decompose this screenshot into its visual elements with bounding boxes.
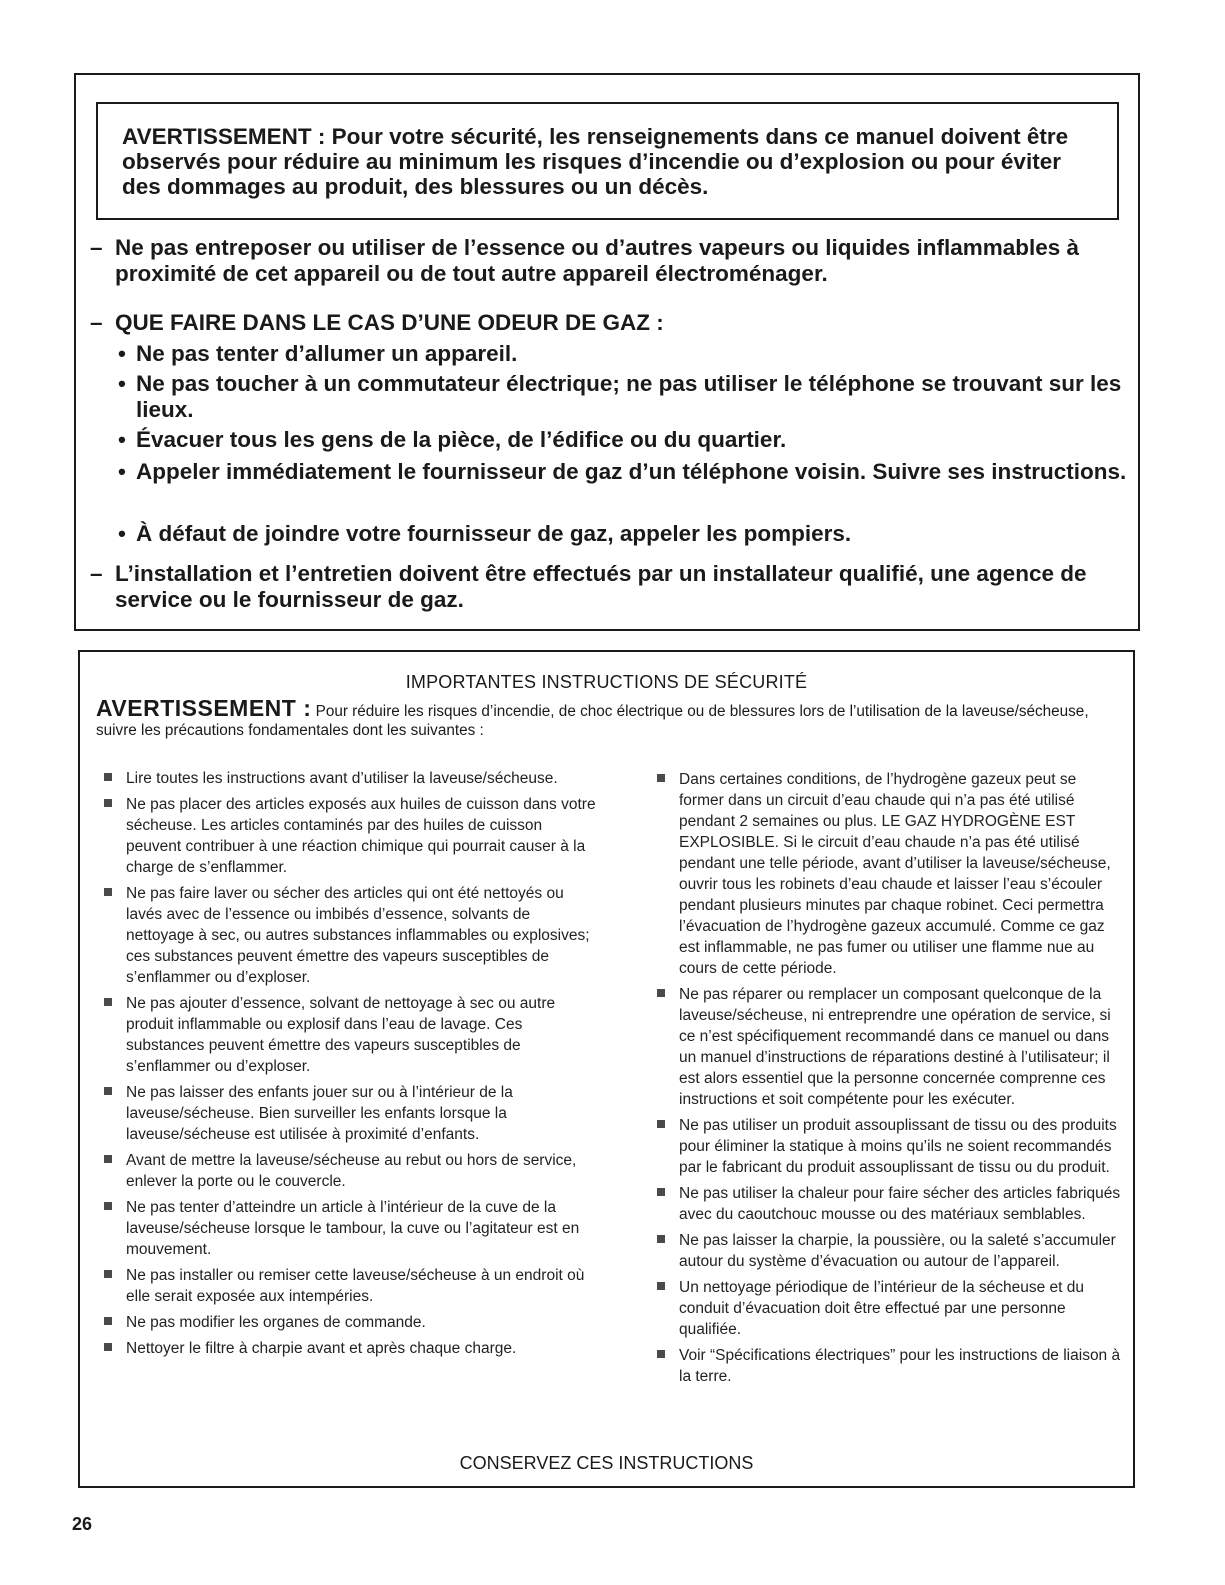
gas-bullet: • Appeler immédiatement le fournisseur de gaz d’un téléphone voisin. Suivre ses instructions.: [118, 459, 1127, 484]
warning-item-storage: – Ne pas entreposer ou utiliser de l’essence ou d’autres vapeurs ou liquides inflammables à proximité de cet appareil ou de tout autre appareil électroménager.: [90, 235, 1080, 286]
gas-bullet: • Ne pas toucher à un commutateur électrique; ne pas utiliser le téléphone se trouvant sur les lieux.: [118, 371, 1122, 422]
square-bullet-icon: [657, 1188, 665, 1196]
list-item: Ne pas réparer ou remplacer un composant quelconque de la laveuse/sécheuse, ni entreprendre une opération de service, si ce n’est spécifiquement recommandé dans ce manuel ou dans un manuel d’instructions de réparations destiné à l’utilisateur; il est alors essentiel que la personne concernée comprenne ces instructions et soit compétente pour les exécuter.: [653, 984, 1123, 1110]
square-bullet-icon: [657, 1282, 665, 1290]
safety-footer: CONSERVEZ CES INSTRUCTIONS: [459, 1453, 754, 1473]
square-bullet-icon: [104, 1087, 112, 1095]
list-item: Ne pas laisser la charpie, la poussière, ou la saleté s’accumuler autour du système d’évacuation ou autour de l’appareil.: [653, 1230, 1123, 1272]
list-item: Voir “Spécifications électriques” pour les instructions de liaison à la terre.: [653, 1345, 1123, 1387]
list-item: Ne pas placer des articles exposés aux huiles de cuisson dans votre sécheuse. Les articles contaminés par des huiles de cuisson peuvent contribuer à une réaction chimique qui pourrait causer à la charge de s’enflammer.: [100, 794, 600, 878]
list-item: Avant de mettre la laveuse/sécheuse au rebut ou hors de service, enlever la porte ou le couvercle.: [100, 1150, 600, 1192]
list-item: Ne pas faire laver ou sécher des articles qui ont été nettoyés ou lavés avec de l’essence ou imbibés d’essence, solvants de nettoyage à sec, ou autres substances inflammables ou explosives; ces substances peuvent émettre des vapeurs susceptibles de s’enflammer ou d’exploser.: [100, 883, 600, 988]
gas-bullet: • Ne pas tenter d’allumer un appareil.: [118, 341, 518, 366]
square-bullet-icon: [657, 989, 665, 997]
warning-item-installation: – L’installation et l’entretien doivent être effectués par un installateur qualifié, une agence de service ou le fournisseur de gaz.: [90, 561, 1087, 612]
square-bullet-icon: [104, 1343, 112, 1351]
square-bullet-icon: [657, 1235, 665, 1243]
list-item: Ne pas modifier les organes de commande.: [100, 1312, 600, 1333]
list-item: Lire toutes les instructions avant d’utiliser la laveuse/sécheuse.: [100, 768, 600, 789]
list-item: Ne pas utiliser un produit assouplissant de tissu ou des produits pour éliminer la statique à moins qu’ils ne soient recommandés par le fabricant du produit assouplissant de tissu ou du produit.: [653, 1115, 1123, 1178]
list-item: Un nettoyage périodique de l’intérieur de la sécheuse et du conduit d’évacuation doit être effectué par une personne qualifiée.: [653, 1277, 1123, 1340]
safety-instructions-box: [78, 650, 1135, 1488]
square-bullet-icon: [657, 1350, 665, 1358]
square-bullet-icon: [104, 1202, 112, 1210]
list-item: Ne pas utiliser la chaleur pour faire sécher des articles fabriqués avec du caoutchouc mousse ou des matériaux semblables.: [653, 1183, 1123, 1225]
gas-bullet: • À défaut de joindre votre fournisseur de gaz, appeler les pompiers.: [118, 521, 852, 546]
page-number: 26: [72, 1514, 93, 1534]
warning-item-gas-odor-heading: – QUE FAIRE DANS LE CAS D’UNE ODEUR DE GAZ :: [90, 310, 664, 335]
square-bullet-icon: [104, 888, 112, 896]
gas-warning-box: [74, 73, 1140, 631]
square-bullet-icon: [104, 1270, 112, 1278]
square-bullet-icon: [657, 1120, 665, 1128]
square-bullet-icon: [104, 1317, 112, 1325]
list-item: Nettoyer le filtre à charpie avant et après chaque charge.: [100, 1338, 600, 1359]
safety-list-right: [653, 769, 1123, 1392]
square-bullet-icon: [104, 1155, 112, 1163]
square-bullet-icon: [104, 998, 112, 1006]
safety-intro: [96, 695, 1121, 740]
safety-title: IMPORTANTES INSTRUCTIONS DE SÉCURITÉ: [405, 672, 808, 692]
list-item: Dans certaines conditions, de l’hydrogène gazeux peut se former dans un circuit d’eau chaude qui n’a pas été utilisé pendant 2 semaines ou plus. LE GAZ HYDROGÈNE EST EXPLOSIBLE. Si le circuit d’eau chaude n’a pas été utilisé pendant une telle période, avant d’utiliser la laveuse/sécheuse, ouvrir tous les robinets d’eau chaude et laisser l’eau s’écouler pendant plusieurs minutes par chaque robinet. Ceci permettra l’évacuation de l’hydrogène gazeux accumulé. Comme ce gaz est inflammable, ne pas fumer ou utiliser une flamme nue au cours de cette période.: [653, 769, 1123, 979]
safety-warning-text: Pour réduire les risques d’incendie, de choc électrique ou de blessures lors de l’utilisation de la laveuse/sécheuse, suivre les précautions fondamentales dont les suivantes :: [96, 703, 1089, 739]
square-bullet-icon: [657, 774, 665, 782]
list-item: Ne pas ajouter d’essence, solvant de nettoyage à sec ou autre produit inflammable ou explosif dans l’eau de lavage. Ces substances peuvent émettre des vapeurs susceptibles de s’enflammer ou d’exploser.: [100, 993, 600, 1077]
safety-list-left: [100, 768, 600, 1364]
warning-header-box: [96, 102, 1119, 220]
square-bullet-icon: [104, 799, 112, 807]
list-item: Ne pas installer ou remiser cette laveuse/sécheuse à un endroit où elle serait exposée aux intempéries.: [100, 1265, 600, 1307]
warning-header-text: AVERTISSEMENT : Pour votre sécurité, les renseignements dans ce manuel doivent être observés pour réduire au minimum les risques d’incendie ou d’explosion ou pour éviter des dommages au produit, des blessures ou un décès.: [122, 124, 1069, 199]
list-item: Ne pas laisser des enfants jouer sur ou à l’intérieur de la laveuse/sécheuse. Bien surveiller les enfants lorsque la laveuse/sécheuse est utilisée à proximité d’enfants.: [100, 1082, 600, 1145]
safety-warning-label: AVERTISSEMENT :: [96, 695, 312, 721]
gas-bullet: • Évacuer tous les gens de la pièce, de l’édifice ou du quartier.: [118, 427, 787, 452]
square-bullet-icon: [104, 773, 112, 781]
list-item: Ne pas tenter d’atteindre un article à l’intérieur de la cuve de la laveuse/sécheuse lorsque le tambour, la cuve ou l’agitateur est en mouvement.: [100, 1197, 600, 1260]
